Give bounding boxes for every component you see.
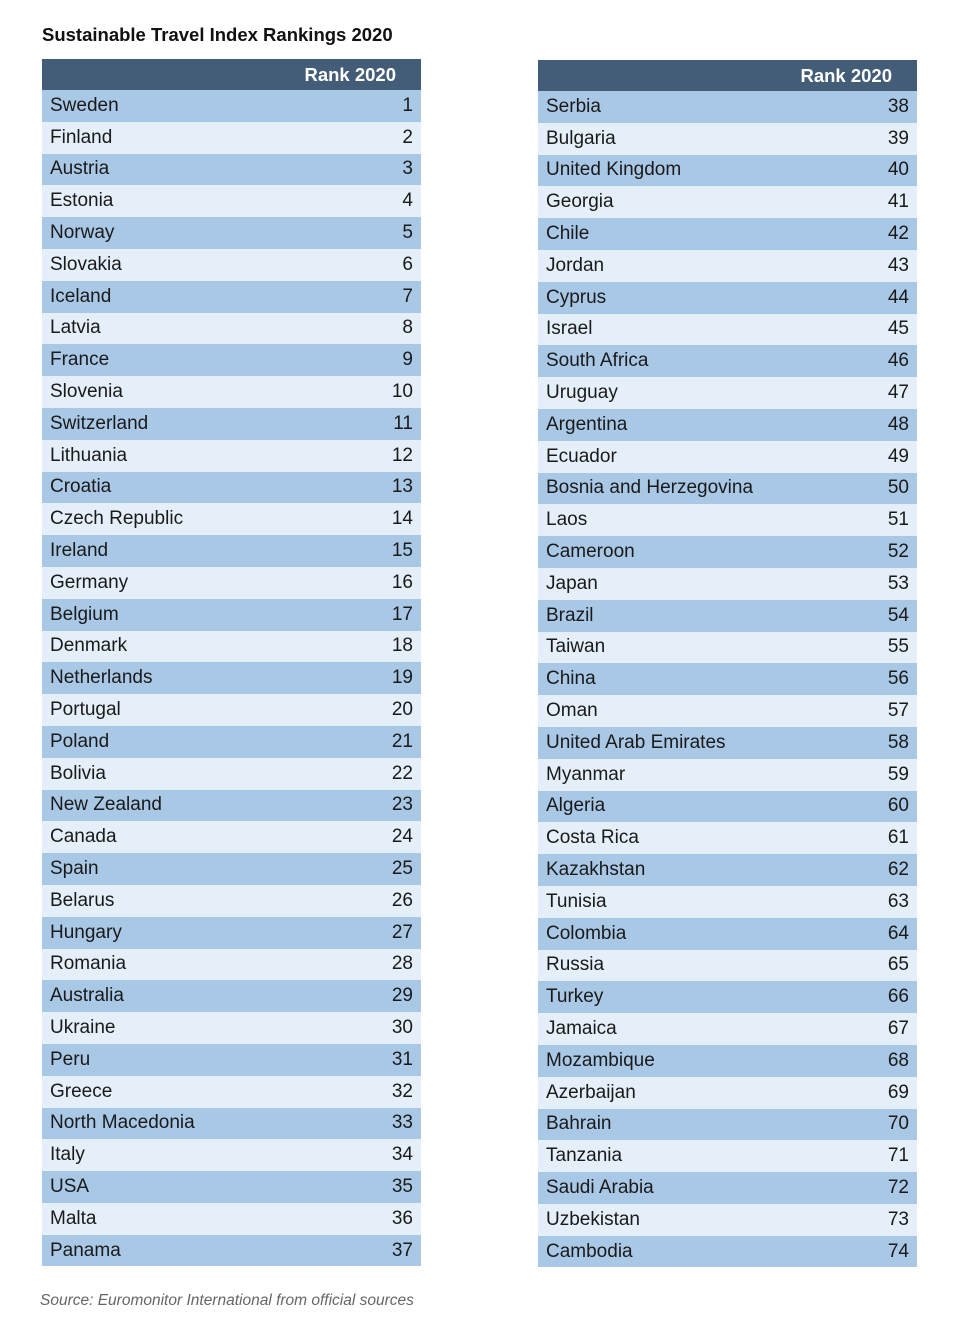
ranking-table-left bbox=[42, 59, 421, 1266]
rank-column-header: Rank 2020 bbox=[304, 63, 396, 85]
rank-cell: 3 bbox=[402, 158, 413, 180]
rank-cell: 49 bbox=[887, 445, 909, 467]
table-row bbox=[42, 726, 421, 758]
country-cell: Japan bbox=[546, 572, 598, 594]
country-cell: Russia bbox=[546, 954, 605, 976]
table-row bbox=[42, 1108, 421, 1140]
country-cell: Belgium bbox=[50, 603, 119, 625]
country-cell: Mozambique bbox=[546, 1049, 655, 1071]
table-row bbox=[42, 694, 421, 726]
table-row bbox=[538, 695, 917, 727]
rank-cell: 61 bbox=[887, 827, 909, 849]
rank-cell: 13 bbox=[391, 476, 413, 498]
table-header bbox=[538, 60, 917, 91]
rank-cell: 6 bbox=[402, 253, 413, 275]
country-cell: Chile bbox=[546, 223, 590, 245]
country-cell: Oman bbox=[546, 700, 598, 722]
country-cell: Iceland bbox=[50, 285, 112, 307]
rank-cell: 25 bbox=[391, 858, 413, 880]
rank-cell: 21 bbox=[391, 730, 413, 752]
table-row bbox=[42, 281, 421, 313]
table-row bbox=[42, 949, 421, 981]
country-cell: Serbia bbox=[546, 95, 601, 117]
rank-cell: 5 bbox=[402, 222, 413, 244]
table-header bbox=[42, 59, 421, 90]
table-row bbox=[42, 1044, 421, 1076]
country-cell: Hungary bbox=[50, 921, 122, 943]
table-row bbox=[538, 600, 917, 632]
table-row bbox=[42, 821, 421, 853]
table-row bbox=[538, 886, 917, 918]
table-row bbox=[42, 1076, 421, 1108]
table-row bbox=[42, 313, 421, 345]
country-cell: Myanmar bbox=[546, 763, 626, 785]
country-cell: Panama bbox=[50, 1239, 121, 1261]
rank-cell: 7 bbox=[402, 285, 413, 307]
table-row bbox=[538, 536, 917, 568]
table-row bbox=[538, 663, 917, 695]
country-cell: Israel bbox=[546, 318, 593, 340]
table-row bbox=[538, 1236, 917, 1268]
table-row bbox=[42, 185, 421, 217]
table-row bbox=[538, 91, 917, 123]
country-cell: United Kingdom bbox=[546, 159, 682, 181]
country-cell: Australia bbox=[50, 985, 124, 1007]
country-cell: Tanzania bbox=[546, 1145, 623, 1167]
rank-cell: 14 bbox=[391, 508, 413, 530]
table-row bbox=[42, 1171, 421, 1203]
table-row bbox=[42, 503, 421, 535]
rank-cell: 48 bbox=[887, 413, 909, 435]
table-row bbox=[42, 662, 421, 694]
rank-cell: 11 bbox=[393, 412, 413, 434]
country-cell: Kazakhstan bbox=[546, 859, 646, 881]
rank-cell: 62 bbox=[887, 859, 909, 881]
table-row bbox=[42, 567, 421, 599]
table-row bbox=[42, 599, 421, 631]
table-row bbox=[538, 1077, 917, 1109]
country-cell: Cameroon bbox=[546, 541, 635, 563]
rank-cell: 65 bbox=[887, 954, 909, 976]
table-row bbox=[538, 632, 917, 664]
table-row bbox=[42, 758, 421, 790]
rank-cell: 58 bbox=[887, 731, 909, 753]
rank-cell: 29 bbox=[391, 985, 413, 1007]
rank-column-header: Rank 2020 bbox=[800, 64, 892, 86]
country-cell: Uzbekistan bbox=[546, 1208, 640, 1230]
rank-cell: 53 bbox=[887, 572, 909, 594]
country-cell: Switzerland bbox=[50, 412, 149, 434]
country-cell: Poland bbox=[50, 730, 110, 752]
country-cell: South Africa bbox=[546, 350, 649, 372]
country-cell: Jamaica bbox=[546, 1018, 617, 1039]
country-cell: United Arab Emirates bbox=[546, 731, 726, 753]
rank-cell: 66 bbox=[887, 986, 909, 1008]
table-row bbox=[42, 980, 421, 1012]
country-cell: Bolivia bbox=[50, 762, 106, 784]
rank-cell: 57 bbox=[887, 700, 909, 722]
table-row bbox=[538, 981, 917, 1013]
table-row bbox=[538, 759, 917, 791]
country-cell: Bahrain bbox=[546, 1113, 612, 1135]
rank-cell: 24 bbox=[391, 826, 413, 848]
country-cell: Peru bbox=[50, 1048, 91, 1070]
table-row bbox=[538, 218, 917, 250]
rank-cell: 27 bbox=[391, 921, 413, 943]
rank-cell: 43 bbox=[887, 254, 909, 276]
rank-cell: 64 bbox=[887, 922, 909, 944]
table-row bbox=[538, 568, 917, 600]
rank-cell: 51 bbox=[887, 509, 909, 531]
country-cell: Bosnia and Herzegovina bbox=[546, 477, 754, 499]
country-cell: Brazil bbox=[546, 604, 594, 626]
rank-cell: 73 bbox=[887, 1208, 909, 1230]
table-row bbox=[42, 1012, 421, 1044]
rank-cell: 39 bbox=[887, 127, 909, 149]
country-cell: Argentina bbox=[546, 413, 628, 435]
table-body bbox=[42, 90, 421, 1266]
table-row bbox=[538, 473, 917, 505]
country-cell: Portugal bbox=[50, 699, 121, 721]
rank-cell: 4 bbox=[402, 190, 413, 212]
table-body bbox=[538, 91, 917, 1267]
country-cell: Taiwan bbox=[546, 636, 606, 658]
table-row bbox=[538, 1109, 917, 1141]
country-cell: Colombia bbox=[546, 922, 627, 944]
rank-cell: 9 bbox=[402, 349, 413, 371]
table-row bbox=[538, 282, 917, 314]
country-cell: Finland bbox=[50, 126, 113, 148]
country-cell: Cyprus bbox=[546, 286, 607, 308]
country-cell: Austria bbox=[50, 158, 110, 180]
country-cell: Slovenia bbox=[50, 381, 123, 403]
country-cell: Saudi Arabia bbox=[546, 1176, 654, 1198]
country-cell: Czech Republic bbox=[50, 508, 184, 530]
rank-cell: 70 bbox=[887, 1113, 909, 1135]
country-cell: Estonia bbox=[50, 190, 114, 212]
table-row bbox=[42, 217, 421, 249]
country-cell: Malta bbox=[50, 1207, 97, 1229]
rank-cell: 10 bbox=[391, 381, 413, 403]
country-cell: Croatia bbox=[50, 476, 112, 498]
rank-cell: 8 bbox=[402, 317, 413, 339]
rank-cell: 19 bbox=[391, 667, 413, 689]
table-row bbox=[42, 535, 421, 567]
table-row bbox=[538, 1172, 917, 1204]
table-row bbox=[538, 1045, 917, 1077]
rank-cell: 45 bbox=[887, 318, 909, 340]
table-row bbox=[42, 344, 421, 376]
table-row bbox=[538, 791, 917, 823]
rank-cell: 36 bbox=[391, 1207, 413, 1229]
country-cell: Bulgaria bbox=[546, 127, 616, 149]
country-cell: Tunisia bbox=[546, 890, 607, 912]
rank-cell: 35 bbox=[391, 1175, 413, 1197]
country-cell: Netherlands bbox=[50, 667, 153, 689]
rank-cell: 20 bbox=[391, 699, 413, 721]
rank-cell: 18 bbox=[391, 635, 413, 657]
table-row bbox=[42, 90, 421, 122]
table-row bbox=[538, 918, 917, 950]
rank-cell: 68 bbox=[887, 1049, 909, 1071]
rank-cell: 67 bbox=[887, 1018, 909, 1039]
table-row bbox=[538, 1140, 917, 1172]
country-cell: Georgia bbox=[546, 191, 614, 213]
country-cell: Ecuador bbox=[546, 445, 617, 467]
page-title: Sustainable Travel Index Rankings 2020 bbox=[42, 24, 393, 45]
table-row bbox=[42, 853, 421, 885]
rank-cell: 40 bbox=[887, 159, 909, 181]
table-row bbox=[42, 472, 421, 504]
table-row bbox=[42, 1235, 421, 1267]
rank-cell: 44 bbox=[887, 286, 909, 308]
table-row bbox=[42, 885, 421, 917]
source-note: Source: Euromonitor International from official sources bbox=[40, 1292, 414, 1309]
rank-cell: 22 bbox=[391, 762, 413, 784]
table-row bbox=[42, 790, 421, 822]
rank-cell: 30 bbox=[391, 1017, 413, 1038]
rank-cell: 17 bbox=[391, 603, 413, 625]
table-row bbox=[538, 155, 917, 187]
ranking-table-right bbox=[538, 60, 917, 1267]
table-row bbox=[538, 123, 917, 155]
rank-cell: 74 bbox=[887, 1240, 909, 1262]
table-row bbox=[42, 1139, 421, 1171]
country-cell: Italy bbox=[50, 1144, 85, 1166]
table-row bbox=[538, 186, 917, 218]
rank-cell: 56 bbox=[887, 668, 909, 690]
table-row bbox=[538, 1013, 917, 1045]
country-cell: Belarus bbox=[50, 889, 115, 911]
rank-cell: 26 bbox=[391, 889, 413, 911]
country-cell: Latvia bbox=[50, 317, 101, 339]
country-cell: Romania bbox=[50, 953, 127, 975]
rank-cell: 31 bbox=[391, 1048, 413, 1070]
table-row bbox=[42, 122, 421, 154]
rank-cell: 69 bbox=[887, 1081, 909, 1103]
table-row bbox=[538, 950, 917, 982]
table-row bbox=[538, 854, 917, 886]
rank-cell: 46 bbox=[887, 350, 909, 372]
rank-cell: 23 bbox=[391, 794, 413, 816]
rank-cell: 63 bbox=[887, 890, 909, 912]
rank-cell: 12 bbox=[391, 444, 413, 466]
rank-cell: 50 bbox=[887, 477, 909, 499]
table-row bbox=[538, 409, 917, 441]
rank-cell: 55 bbox=[887, 636, 909, 658]
table-row bbox=[42, 249, 421, 281]
rank-cell: 1 bbox=[402, 94, 413, 116]
rank-cell: 52 bbox=[887, 541, 909, 563]
rank-cell: 38 bbox=[887, 95, 909, 117]
table-row bbox=[42, 154, 421, 186]
rank-cell: 15 bbox=[391, 540, 413, 562]
table-row bbox=[538, 822, 917, 854]
table-row bbox=[538, 727, 917, 759]
country-cell: New Zealand bbox=[50, 794, 162, 816]
rank-cell: 16 bbox=[391, 571, 413, 593]
rank-cell: 2 bbox=[402, 126, 413, 148]
rank-cell: 41 bbox=[887, 191, 909, 213]
rank-cell: 72 bbox=[887, 1176, 909, 1198]
country-cell: Azerbaijan bbox=[546, 1081, 636, 1103]
country-cell: Denmark bbox=[50, 635, 128, 657]
table-row bbox=[538, 250, 917, 282]
country-cell: North Macedonia bbox=[50, 1112, 195, 1134]
table-row bbox=[42, 376, 421, 408]
country-cell: Slovakia bbox=[50, 253, 122, 275]
rank-cell: 60 bbox=[887, 795, 909, 817]
country-cell: Ireland bbox=[50, 540, 109, 562]
country-cell: Lithuania bbox=[50, 444, 128, 466]
table-row bbox=[538, 1204, 917, 1236]
table-row bbox=[42, 631, 421, 663]
table-row bbox=[42, 917, 421, 949]
country-cell: Jordan bbox=[546, 254, 605, 276]
country-cell: Ukraine bbox=[50, 1017, 116, 1038]
rank-cell: 54 bbox=[887, 604, 909, 626]
country-cell: Algeria bbox=[546, 795, 606, 817]
country-cell: China bbox=[546, 668, 596, 690]
rank-cell: 33 bbox=[391, 1112, 413, 1134]
country-cell: USA bbox=[50, 1175, 90, 1197]
rank-cell: 37 bbox=[391, 1239, 413, 1261]
table-row bbox=[42, 1203, 421, 1235]
rank-cell: 42 bbox=[887, 223, 909, 245]
country-cell: Greece bbox=[50, 1080, 113, 1102]
rank-cell: 32 bbox=[391, 1080, 413, 1102]
table-row bbox=[42, 440, 421, 472]
country-cell: Norway bbox=[50, 222, 115, 244]
table-row bbox=[538, 314, 917, 346]
country-cell: Germany bbox=[50, 571, 129, 593]
rank-cell: 59 bbox=[887, 763, 909, 785]
country-cell: Cambodia bbox=[546, 1240, 633, 1262]
country-cell: Sweden bbox=[50, 94, 119, 116]
country-cell: Spain bbox=[50, 858, 99, 880]
rank-cell: 47 bbox=[887, 382, 909, 404]
table-row bbox=[538, 441, 917, 473]
table-row bbox=[538, 345, 917, 377]
country-cell: Canada bbox=[50, 826, 117, 848]
table-row bbox=[538, 504, 917, 536]
table-row bbox=[42, 408, 421, 440]
rank-cell: 28 bbox=[391, 953, 413, 975]
country-cell: Laos bbox=[546, 509, 588, 531]
country-cell: Costa Rica bbox=[546, 827, 639, 849]
table-row bbox=[538, 377, 917, 409]
country-cell: France bbox=[50, 349, 110, 371]
country-cell: Turkey bbox=[546, 986, 604, 1008]
rank-cell: 34 bbox=[391, 1144, 413, 1166]
country-cell: Uruguay bbox=[546, 382, 618, 404]
rank-cell: 71 bbox=[887, 1145, 909, 1167]
